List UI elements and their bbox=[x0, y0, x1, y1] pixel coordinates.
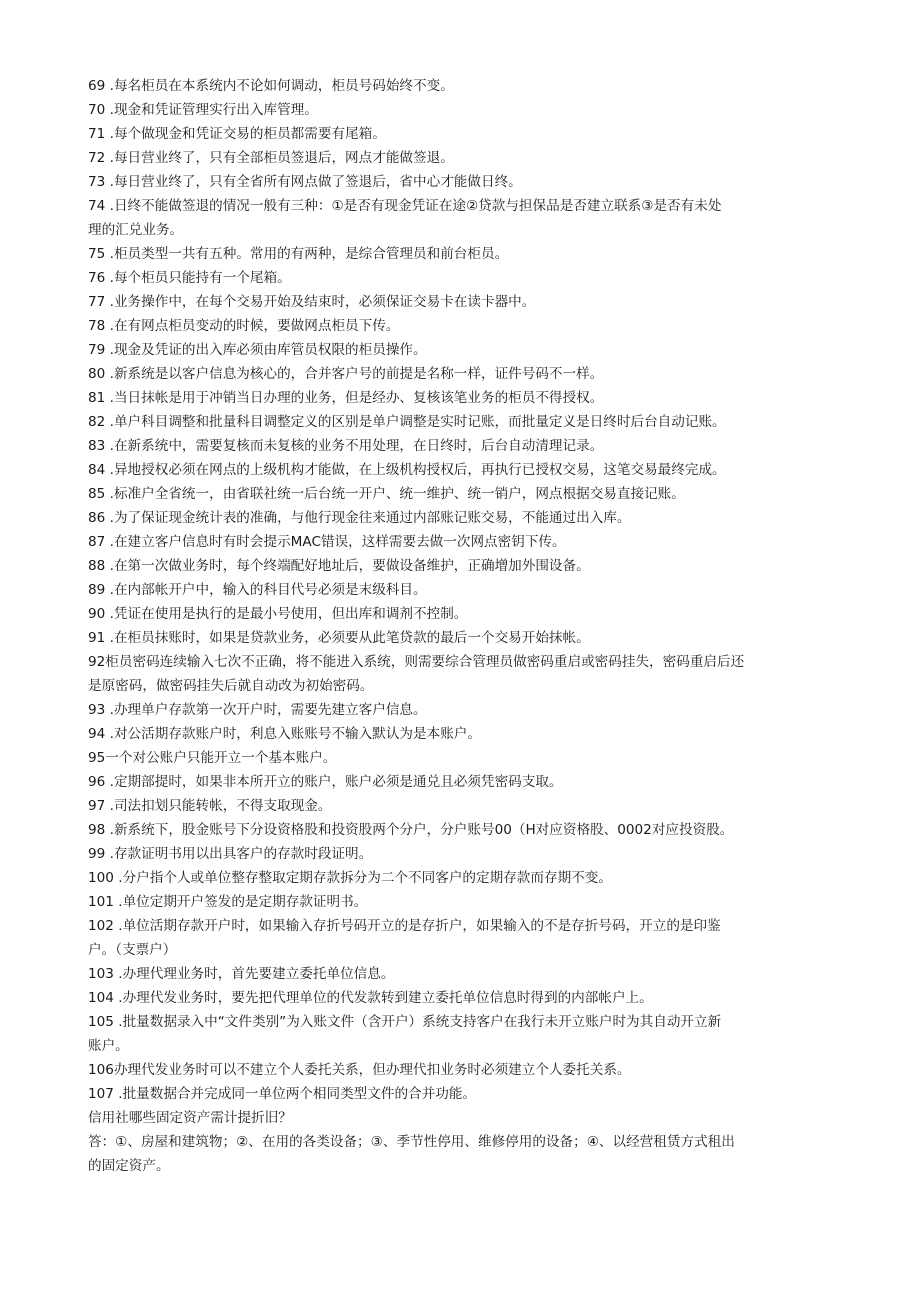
text-line-74b: 理的汇兑业务。 bbox=[88, 222, 184, 238]
document-body bbox=[88, 74, 832, 1178]
text-line-88: 88 .在第一次做业务时，每个终端配好地址后，要做设备维护，正确增加外围设备。 bbox=[88, 558, 590, 574]
text-line-79: 79 .现金及凭证的出入库必须由库管员权限的柜员操作。 bbox=[88, 342, 427, 358]
text-line-102b: 户。（支票户） bbox=[88, 942, 177, 958]
text-line-76: 76 .每个柜员只能持有一个尾箱。 bbox=[88, 270, 291, 286]
text-line-71: 71 .每个做现金和凭证交易的柜员都需要有尾箱。 bbox=[88, 126, 386, 142]
text-line-85: 85 .标准户全省统一，由省联社统一后台统一开户、统一维护、统一销户，网点根据交易直接记账。 bbox=[88, 486, 685, 502]
text-line-74a: 74 .日终不能做签退的情况一般有三种：①是否有现金凭证在途②贷款与担保品是否建立联系③是否有未处 bbox=[88, 198, 722, 214]
text-line-a1: 答：①、房屋和建筑物；②、在用的各类设备；③、季节性停用、维修停用的设备；④、以经营租赁方式租出 bbox=[88, 1134, 735, 1150]
text-line-100: 100 .分户指个人或单位整存整取定期存款拆分为二个不同客户的定期存款而存期不变。 bbox=[88, 870, 612, 886]
text-line-91: 91 .在柜员抹账时，如果是贷款业务，必须要从此笔贷款的最后一个交易开始抹帐。 bbox=[88, 630, 590, 646]
text-line-77: 77 .业务操作中，在每个交易开始及结束时，必须保证交易卡在读卡器中。 bbox=[88, 294, 536, 310]
text-line-93: 93 .办理单户存款第一次开户时，需要先建立客户信息。 bbox=[88, 702, 427, 718]
text-line-q: 信用社哪些固定资产需计提折旧？ bbox=[88, 1110, 292, 1126]
text-line-87: 87 .在建立客户信息时有时会提示MAC错误，这样需要去做一次网点密钥下传。 bbox=[88, 534, 566, 550]
text-line-92b: 是原密码，做密码挂失后就自动改为初始密码。 bbox=[88, 678, 374, 694]
text-line-86: 86 .为了保证现金统计表的准确，与他行现金往来通过内部账记账交易，不能通过出入库。 bbox=[88, 510, 631, 526]
text-line-96: 96 .定期部提时，如果非本所开立的账户，账户必须是通兑且必须凭密码支取。 bbox=[88, 774, 563, 790]
text-line-99: 99 .存款证明书用以出具客户的存款时段证明。 bbox=[88, 846, 373, 862]
text-line-75: 75 .柜员类型一共有五种。常用的有两种，是综合管理员和前台柜员。 bbox=[88, 246, 509, 262]
text-line-98: 98 .新系统下，股金账号下分设资格股和投资股两个分户，分户账号00（H对应资格股、0002对应投资股。 bbox=[88, 822, 734, 838]
text-line-80: 80 .新系统是以客户信息为核心的，合并客户号的前提是名称一样，证件号码不一样。 bbox=[88, 366, 604, 382]
text-line-97: 97 .司法扣划只能转帐，不得支取现金。 bbox=[88, 798, 332, 814]
text-line-104: 104 .办理代发业务时，要先把代理单位的代发款转到建立委托单位信息时得到的内部帐户上。 bbox=[88, 990, 653, 1006]
text-line-84: 84 .异地授权必须在网点的上级机构才能做，在上级机构授权后，再执行已授权交易，这笔交易最终完成。 bbox=[88, 462, 726, 478]
text-line-101: 101 .单位定期开户签发的是定期存款证明书。 bbox=[88, 894, 368, 910]
text-line-94: 94 .对公活期存款账户时，利息入账账号不输入默认为是本账户。 bbox=[88, 726, 481, 742]
text-line-105b: 账户。 bbox=[88, 1038, 129, 1054]
text-line-83: 83 .在新系统中，需要复核而未复核的业务不用处理，在日终时，后台自动清理记录。 bbox=[88, 438, 604, 454]
text-line-102a: 102 .单位活期存款开户时，如果输入存折号码开立的是存折户，如果输入的不是存折号码，开立的是印鉴 bbox=[88, 918, 721, 934]
text-line-69: 69 .每名柜员在本系统内不论如何调动，柜员号码始终不变。 bbox=[88, 78, 454, 94]
text-line-a2: 的固定资产。 bbox=[88, 1158, 170, 1174]
text-line-103: 103 .办理代理业务时，首先要建立委托单位信息。 bbox=[88, 966, 395, 982]
text-line-95: 95一个对公账户只能开立一个基本账户。 bbox=[88, 750, 337, 766]
text-line-89: 89 .在内部帐开户中，输入的科目代号必须是末级科目。 bbox=[88, 582, 427, 598]
text-line-72: 72 .每日营业终了，只有全部柜员签退后，网点才能做签退。 bbox=[88, 150, 454, 166]
text-line-78: 78 .在有网点柜员变动的时候，要做网点柜员下传。 bbox=[88, 318, 400, 334]
text-line-81: 81 .当日抹帐是用于冲销当日办理的业务，但是经办、复核该笔业务的柜员不得授权。 bbox=[88, 390, 604, 406]
text-line-92a: 92柜员密码连续输入七次不正确，将不能进入系统，则需要综合管理员做密码重启或密码挂失，密码重启后还 bbox=[88, 654, 745, 670]
text-line-82: 82 .单户科目调整和批量科目调整定义的区别是单户调整是实时记账，而批量定义是日终时后台自动记账。 bbox=[88, 414, 726, 430]
text-line-73: 73 .每日营业终了，只有全省所有网点做了签退后，省中心才能做日终。 bbox=[88, 174, 522, 190]
text-line-106: 106办理代发业务时可以不建立个人委托关系，但办理代扣业务时必须建立个人委托关系。 bbox=[88, 1062, 631, 1078]
text-line-105a: 105 .批量数据录入中“文件类别”为入账文件（含开户）系统支持客户在我行未开立账户时为其自动开立新 bbox=[88, 1014, 722, 1030]
text-line-90: 90 .凭证在使用是执行的是最小号使用，但出库和调剂不控制。 bbox=[88, 606, 468, 622]
text-line-70: 70 .现金和凭证管理实行出入库管理。 bbox=[88, 102, 318, 118]
text-line-107: 107 .批量数据合并完成同一单位两个相同类型文件的合并功能。 bbox=[88, 1086, 477, 1102]
